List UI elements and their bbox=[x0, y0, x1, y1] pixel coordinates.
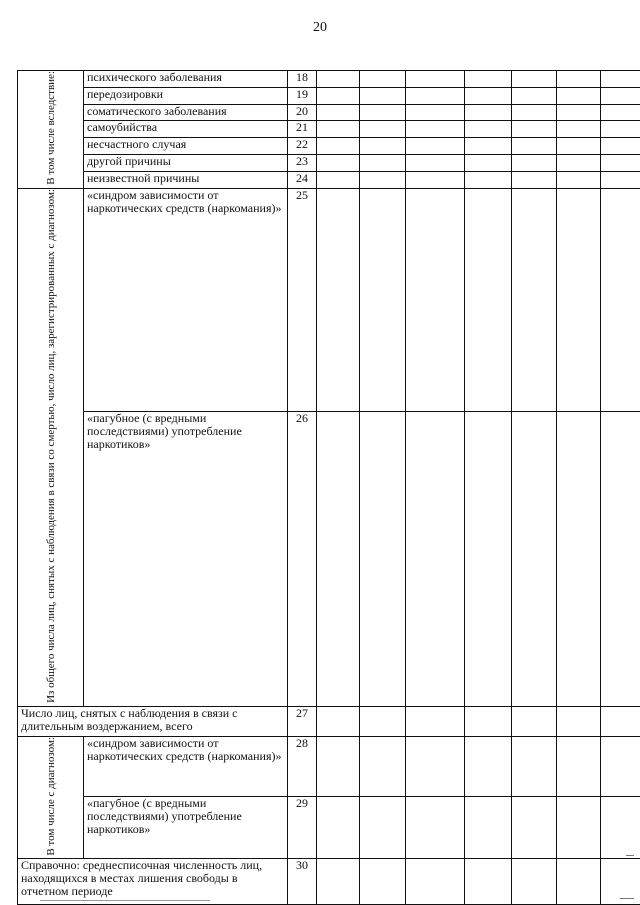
row-label: несчастного случая bbox=[84, 138, 288, 155]
group-label-causes: В том числе вследствие: bbox=[18, 71, 84, 189]
row-code: 19 bbox=[288, 87, 317, 104]
row-label: «синдром зависимости от наркотических средств (наркомания)» bbox=[84, 188, 288, 411]
table-row bbox=[18, 155, 640, 172]
row-code: 25 bbox=[288, 188, 317, 411]
row-label: соматического заболевания bbox=[84, 104, 288, 121]
scan-mark bbox=[620, 898, 634, 899]
row-label: «синдром зависимости от наркотических средств (наркомания)» bbox=[84, 736, 288, 796]
row-code: 20 bbox=[288, 104, 317, 121]
group-label-diagnosis: В том числе с диагнозом: bbox=[18, 736, 84, 859]
row-label: другой причины bbox=[84, 155, 288, 172]
table-row bbox=[18, 736, 640, 796]
page-number: 20 bbox=[313, 20, 327, 35]
row-code: 21 bbox=[288, 121, 317, 138]
table-row bbox=[18, 188, 640, 411]
row-label: «пагубное (с вредными последствиями) употребление наркотиков» bbox=[84, 796, 288, 859]
row-label: Число лиц, снятых с наблюдения в связи с длительным воздержанием, всего bbox=[18, 706, 288, 736]
row-label: «пагубное (с вредными последствиями) употребление наркотиков» bbox=[84, 411, 288, 706]
row-code: 24 bbox=[288, 171, 317, 188]
row-code: 28 bbox=[288, 736, 317, 796]
table-row bbox=[18, 171, 640, 188]
row-code: 27 bbox=[288, 706, 317, 736]
row-code: 23 bbox=[288, 155, 317, 172]
table-row bbox=[18, 859, 640, 905]
row-code: 18 bbox=[288, 71, 317, 88]
table-row bbox=[18, 104, 640, 121]
table-row bbox=[18, 706, 640, 736]
row-label: психического заболевания bbox=[84, 71, 288, 88]
table-row bbox=[18, 796, 640, 859]
table-row bbox=[18, 121, 640, 138]
table-row bbox=[18, 71, 640, 88]
row-label: самоубийства bbox=[84, 121, 288, 138]
row-code: 26 bbox=[288, 411, 317, 706]
row-code: 30 bbox=[288, 859, 317, 905]
group-label-death-diagnosis: Из общего числа лиц, снятых с наблюдения в связи со смертью, число лиц, зарегистрированных с диагнозом: bbox=[18, 188, 84, 706]
row-label: передозировки bbox=[84, 87, 288, 104]
row-code: 29 bbox=[288, 796, 317, 859]
table-row bbox=[18, 411, 640, 706]
scan-mark bbox=[40, 900, 210, 901]
report-table bbox=[17, 70, 640, 905]
table-row bbox=[18, 138, 640, 155]
row-label: Справочно: среднесписочная численность лиц, находящихся в местах лишения свободы в отчетном периоде bbox=[18, 859, 288, 905]
row-label: неизвестной причины bbox=[84, 171, 288, 188]
row-code: 22 bbox=[288, 138, 317, 155]
table-row bbox=[18, 87, 640, 104]
scan-mark bbox=[626, 855, 634, 856]
